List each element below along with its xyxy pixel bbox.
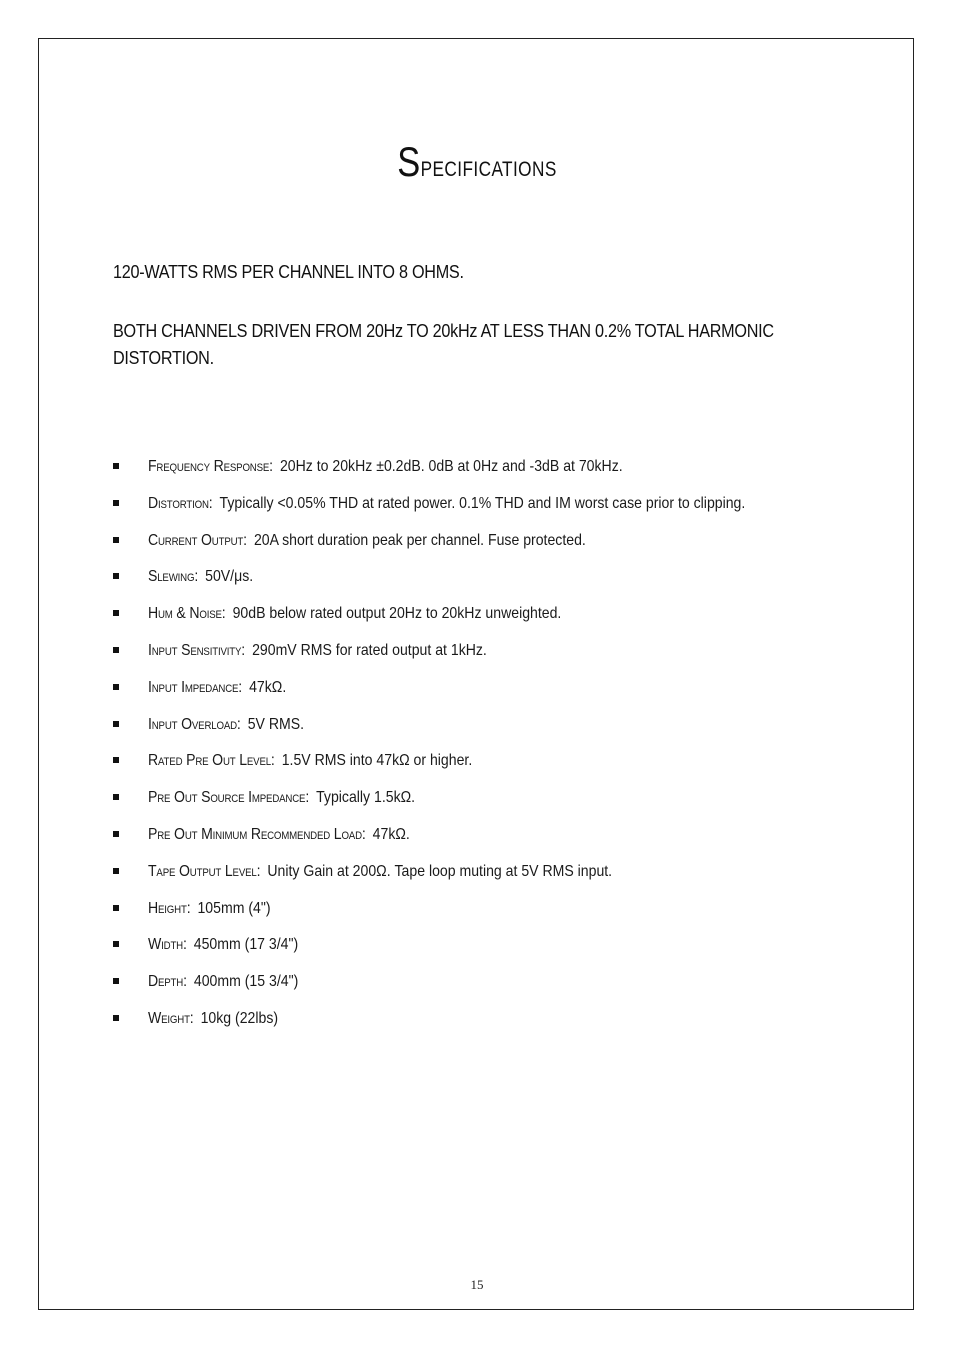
spec-value: 20Hz to 20kHz ±0.2dB. 0dB at 0Hz and -3dB at 70kHz. [279, 458, 623, 475]
spec-item [113, 455, 873, 492]
bullet-icon [113, 647, 119, 653]
bullet-icon [113, 1015, 119, 1021]
spec-label: Distortion: [148, 494, 213, 512]
bullet-icon [113, 610, 119, 616]
bullet-icon [113, 794, 119, 800]
spec-value: 47kΩ. [372, 825, 410, 843]
spec-item [113, 970, 873, 1007]
power-statement: 120-WATTS RMS PER CHANNEL INTO 8 OHMS. [113, 262, 464, 282]
spec-value: 290mV RMS for rated output at 1kHz. [252, 641, 487, 659]
spec-label: Pre Out Minimum Recommended Load: [148, 825, 366, 843]
spec-label: Pre Out Source Impedance: [148, 789, 310, 807]
spec-item [113, 602, 873, 639]
bullet-icon [113, 721, 119, 727]
distortion-statement: BOTH CHANNELS DRIVEN FROM 20Hz TO 20kHz AT LESS THAN 0.2% TOTAL HARMONIC DISTORTION. [113, 321, 774, 368]
bullet-icon [113, 757, 119, 763]
bullet-icon [113, 537, 119, 543]
spec-item [113, 529, 873, 566]
spec-value: Typically 1.5kΩ. [316, 789, 416, 807]
spec-item [113, 933, 873, 970]
spec-item [113, 713, 873, 750]
page-number: 15 [470, 1277, 484, 1292]
spec-value: Unity Gain at 200Ω. Tape loop muting at 5V RMS input. [267, 862, 613, 880]
spec-item [113, 860, 873, 897]
spec-value: 1.5V RMS into 47kΩ or higher. [281, 752, 473, 770]
spec-item [113, 1007, 873, 1044]
spec-label: Input Sensitivity: [148, 641, 246, 659]
spec-value: 105mm (4") [197, 899, 271, 917]
spec-item [113, 492, 873, 529]
bullet-icon [113, 573, 119, 579]
spec-value: 5V RMS. [247, 715, 305, 733]
spec-label: Slewing: [148, 568, 199, 586]
bullet-icon [113, 831, 119, 837]
spec-value: 47kΩ. [249, 678, 287, 696]
bullet-icon [113, 978, 119, 984]
spec-value: 400mm (15 3/4") [193, 973, 299, 991]
spec-label: Width: [148, 936, 187, 954]
spec-item [113, 639, 873, 676]
spec-label: Rated Pre Out Level: [148, 752, 275, 770]
title-rest: pecifications [420, 150, 557, 183]
spec-label: Depth: [148, 973, 187, 991]
spec-label: Hum & Noise: [148, 605, 226, 623]
spec-item [113, 823, 873, 860]
bullet-icon [113, 868, 119, 874]
spec-label: Input Impedance: [148, 678, 243, 696]
spec-item [113, 676, 873, 713]
bullet-icon [113, 905, 119, 911]
spec-value: 50V/μs. [205, 568, 254, 586]
spec-item [113, 897, 873, 934]
spec-label: Frequency Response: [148, 458, 273, 475]
bullet-icon [113, 463, 119, 469]
spec-item [113, 786, 873, 823]
spec-item [113, 749, 873, 786]
spec-value: 20A short duration peak per channel. Fuse protected. [253, 531, 586, 549]
spec-label: Input Overload: [148, 715, 241, 733]
spec-label: Weight: [148, 1009, 194, 1027]
spec-value: 90dB below rated output 20Hz to 20kHz unweighted. [232, 605, 562, 623]
spec-value: 450mm (17 3/4") [193, 936, 299, 954]
spec-list [113, 455, 873, 1044]
bullet-icon [113, 941, 119, 947]
spec-value: Typically <0.05% THD at rated power. 0.1% THD and IM worst case prior to clipping. [219, 494, 746, 512]
spec-label: Current Output: [148, 531, 247, 549]
bullet-icon [113, 684, 119, 690]
title-initial: S [397, 138, 421, 185]
bullet-icon [113, 500, 119, 506]
spec-value: 10kg (22lbs) [200, 1009, 279, 1027]
spec-item [113, 565, 873, 602]
page-title [86, 138, 868, 186]
spec-label: Height: [148, 899, 191, 917]
spec-label: Tape Output Level: [148, 862, 261, 880]
